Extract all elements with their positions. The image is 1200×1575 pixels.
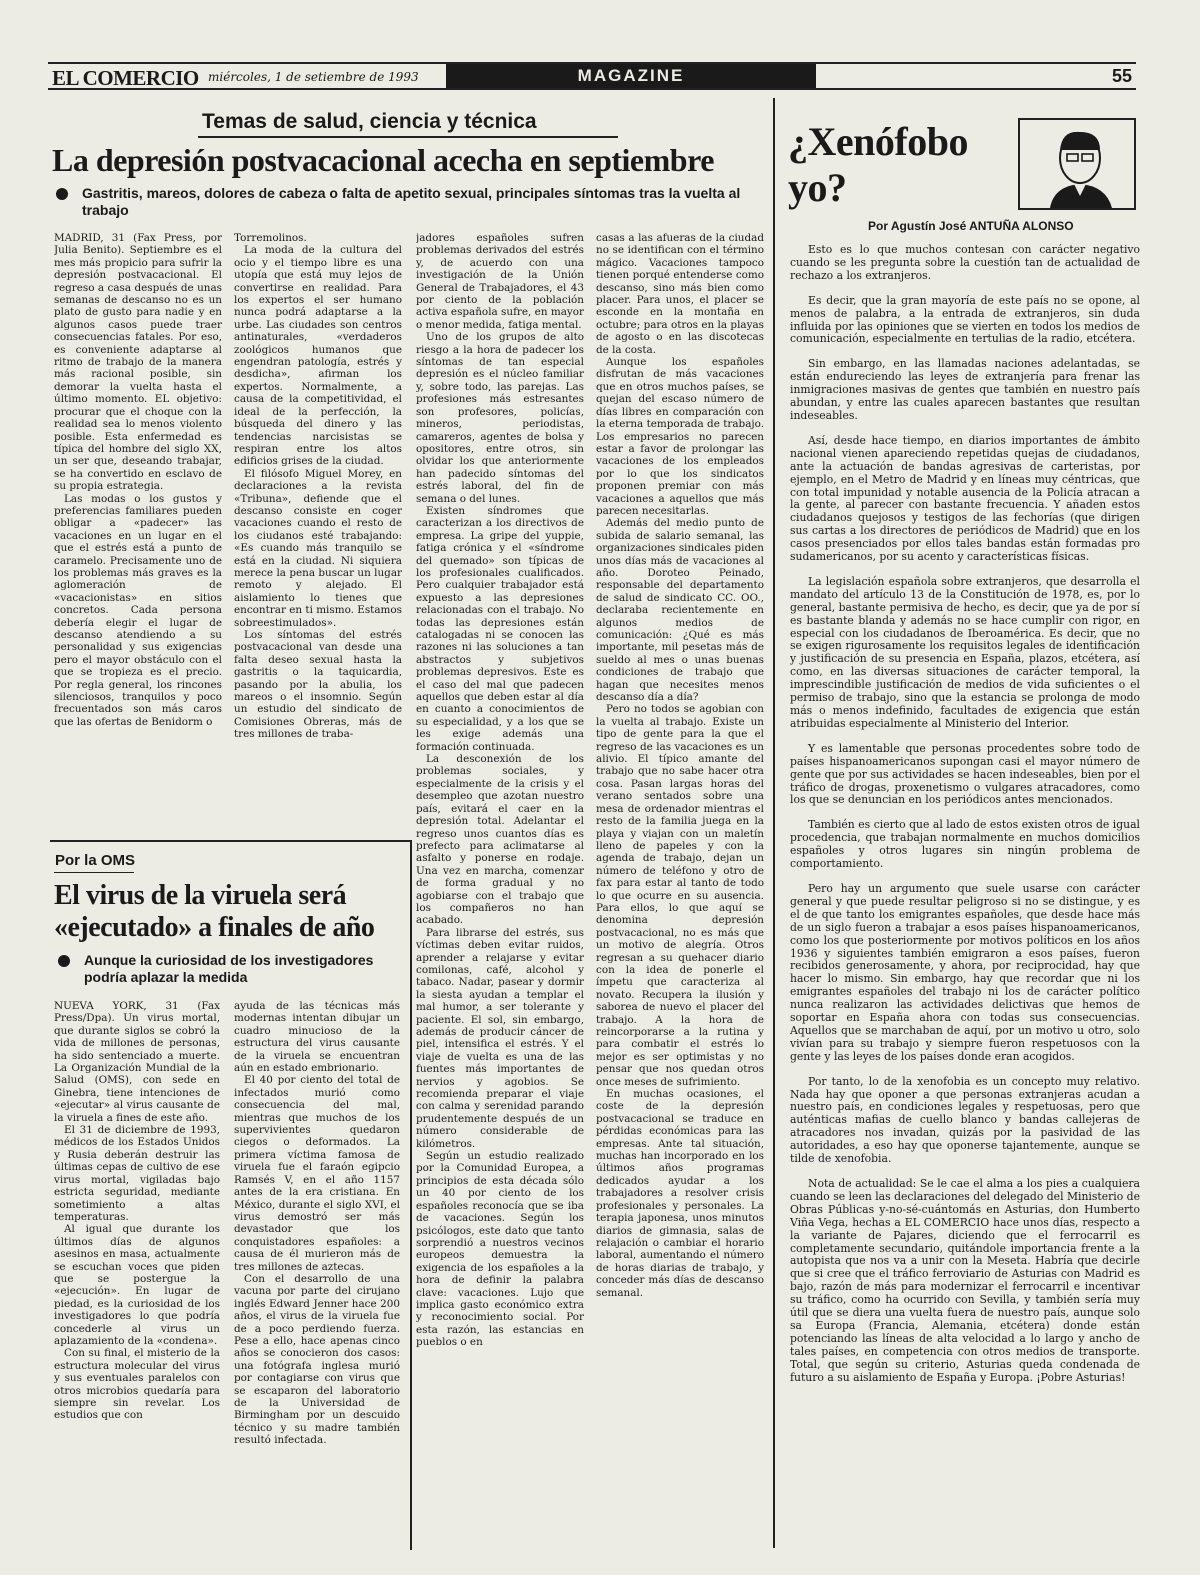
bullet-icon	[56, 188, 68, 200]
paragraph: Uno de los grupos de alto riesgo a la hora de padecer los síntomas de tan especial depresión es el núcleo familiar y, sobre todo, las parejas. Las profesiones más estresantes son profesores, policías, mineros, periodistas, camareros, agentes de bolsa y opositores, entre otros, sin olvidar los que anteriormente han padecido síntomas del estrés laboral, del fin de semana o del lunes.	[416, 331, 584, 505]
article3-byline	[868, 219, 1074, 233]
paragraph: También es cierto que al lado de estos existen otros de igual procedencia, que trabajan normalmente en muchos domicilios españoles y otros lugares sin ningún problema de comportamiento.	[790, 818, 1140, 871]
kicker-underline	[54, 872, 134, 873]
article1-kicker: Temas de salud, ciencia y técnica	[202, 110, 537, 133]
article1-deck	[56, 185, 756, 219]
paragraph: Para librarse del estrés, sus víctimas deben evitar ruidos, aprender a relajarse y evitar comilonas, café, alcohol y tabaco. Nadar, pasear y dormir la siesta ayudan a templar el mal humor, a ser tolerante y paciente. El sol, sin embargo, además de producir cáncer de piel, intensifica el estrés. Y el viaje de vuelta es una de las fuentes más importantes de nervios y agobios. Se recomienda preparar el viaje con calma y serenidad parando prudentemente después de un número considerable de kilómetros.	[416, 926, 584, 1150]
paragraph: NUEVA YORK, 31 (Fax Press/Dpa). Un virus mortal, que durante siglos se cobró la vida de millones de personas, ha sido sentenciado a muerte. La Organización Mundial de la Salud (OMS), con sede en Ginebra, tiene intenciones de «ejecutar» al virus causante de la viruela a fines de este año.	[54, 1000, 220, 1124]
article2-deck	[58, 952, 398, 986]
article2-kicker: Por la OMS	[55, 852, 136, 869]
paragraph: Torremolinos.	[234, 232, 307, 244]
article1-deck-text: Gastritis, mareos, dolores de cabeza o falta de apetito sexual, principales síntomas tras la vuelta al trabajo	[82, 185, 741, 218]
paragraph: Es decir, que la gran mayoría de este país no se opone, al menos de palabra, a la entrada de extranjeros, sin duda influida por las opiniones que se vierten en todos los medios de comunicación, especialmente en tertulias de la radio, etcétera.	[790, 293, 1140, 346]
article1-column-2	[234, 232, 402, 832]
article2-column-1	[54, 1000, 220, 1550]
paragraph: Sin embargo, en las llamadas naciones adelantadas, se están endureciendo las leyes de extranjería para frenar las inmigraciones masivas de gentes que también en nuestro país abundan, y entre las cuales aparecen bastantes que resultan indeseables.	[790, 357, 1140, 422]
paragraph: Al igual que durante los últimos días de algunos asesinos en masa, actualmente se escuchan voces que piden que se postergue la «ejecución». En lugar de piedad, es la curiosidad de los investigadores lo que podría concederle al virus un aplazamiento de la «condena».	[54, 1223, 220, 1347]
paragraph: Por tanto, lo de la xenofobia es un concepto muy relativo. Nada hay que oponer a que personas extranjeras acudan a nuestro país, en condiciones legales y respetuosas, pero que auténticas mafias de cuello blanco y bandas callejeras de atracadores nos invadan, quizás por la pasividad de las autoridades, a eso hay que oponerse tajantemente, aunque se tilde de xenofobia.	[790, 1074, 1140, 1166]
paragraph: Aunque los españoles disfrutan de más vacaciones que en otros muchos países, se quejan del escaso número de días libres en comparación con la eterna temporada de trabajo. Los empresarios no parecen estar a favor de prolongar las vacaciones de los empleados por lo que los sindicatos proponen premiar con más vacaciones a aquellos que más parecen necesitarlas.	[596, 356, 764, 517]
byline-name: ANTUÑA ALONSO	[969, 219, 1074, 233]
paragraph: Y es lamentable que personas procedentes sobre todo de países hispanoamericanos supongan casi el mayor número de gente que por sus actividades se hacen indeseables, bien por el tráfico de drogas, proxenetismo o vulgares atracadores, como los que se denuncian en los periódicos antes mencionados.	[790, 741, 1140, 807]
page-number: 55	[1111, 66, 1132, 86]
article2-headline-line1: El virus de la viruela será	[54, 880, 347, 911]
paragraph: La desconexión de los problemas sociales, y especialmente de la crisis y el desempleo que azotan nuestro país, evitará el caer en la depresión total. Adelantar el regreso unos cuantos días es prefecto para aclimatarse al asfalto y ponerse en rodaje. Una vez en marcha, comenzar de forma gradual y no agobiarse con el trabajo que los compañeros no han acabado.	[416, 753, 584, 927]
article1-column-3	[416, 232, 584, 1550]
paragraph: Esto es lo que muchos contesan con carácter negativo cuando se les pregunta sobre la cuestión tan de actualidad de rechazo a los extranjeros.	[790, 244, 1140, 282]
column-divider	[773, 98, 775, 1548]
article1-column-4	[596, 232, 764, 1550]
article2-headline-line2: «ejecutado» a finales de año	[54, 912, 375, 943]
article3-headline-line1: ¿Xenófobo	[788, 119, 968, 164]
byline-prefix: Por Agustín José	[868, 219, 967, 233]
paragraph: MADRID, 31 (Fax Press, por Julia Benito). Septiembre es el mes más propicio para sufrir la depresión postvacacional. El regreso a casa después de unas semanas de descanso no es un plato de gusto para nadie y en algunos casos puede traer consecuencias fatales. Por eso, es conveniente adaptarse al ritmo de trabajo de la manera más racional posible, sin demorar la vuelta hasta el último momento. EL objetivo: procurar que el choque con la realidad sea lo menos violento posible. Esta enfermedad es típica del hombre del siglo XX, un ser que, deseando trabajar, se ha convertido en esclavo de su propia estrategia.	[54, 232, 222, 493]
article3-headline-line2: yo?	[788, 165, 847, 210]
masthead	[48, 62, 1136, 90]
paragraph: Pero no todos se agobian con la vuelta al trabajo. Existe un tipo de gente para la que el regreso de las vacaciones es un alivio. El típico amante del trabajo que no sabe hacer otra cosa. Pasan largas horas del verano sentados sobre una mesa de ordenador mientras el resto de la familia juega en la playa y viajan con un maletín lleno de papeles y con la agenda de trabajo, dejan un número de teléfono y otro de fax para estar al tanto de todo lo que ocurre en su ausencia. Para ellos, lo que aquí se denomina depresión postvacacional, no es más que un motivo de alegría. Otros regresan a su quehacer diario con la idea de ponerle el ímpetu que caracteriza al novato. Recupera la ilusión y saborea de nuevo el placer del trabajo. A la hora de reincorporarse a la rutina y para combatir el estrés lo mejor es ser optimistas y no pensar que nos quedan otros once meses de sufrimiento.	[596, 703, 764, 1088]
paragraph: La moda de la cultura del ocio y el tiempo libre es una utopía que está muy lejos de convertirse en realidad. Para los expertos el ser humano nunca podrá adaptarse a la urbe. Las ciudades son centros antinaturales, «verdaderos zoológicos humanos que engendran patología, estrés y desdicha», afirman los expertos. Normalmente, a causa de la competitividad, el ideal de la perfección, la búsqueda del dinero y las tendencias narcisistas se respiran entre los altos edificios grises de la ciudad.	[234, 244, 402, 468]
author-portrait-icon	[1018, 118, 1136, 210]
bullet-icon	[58, 955, 70, 967]
paragraph: La legislación española sobre extranjeros, que desarrolla el mandato del artículo 13 de la Constitución de 1978, es, por lo general, bastante permisiva de hecho, es decir, que ya de por sí es bastante blanda y además no se hace cumplir con rigor, en especial con los ciudadanos de Iberoamérica. Es decir, que no se exigen rigurosamente los requisitos legales de identificación y justificación de su presencia en España, plazos, etcétera, así como, en las diversas situaciones de carácter temporal, la imprescindible justificación de medios de vida suficientes o el permiso de trabajo, sino que la estancia se prolonga de modo más o menos indefinido, facultades de exigencia que están atribuidas especialmente al Ministerio del Interior.	[790, 574, 1140, 730]
paragraph: El 31 de diciembre de 1993, médicos de los Estados Unidos y Rusia deberán destruir las últimas cepas de cultivo de ese virus mortal, vigiladas bajo estricta seguridad, mediante sometimiento a altas temperaturas.	[54, 1124, 220, 1223]
paragraph: Las modas o los gustos y preferencias familiares pueden obligar a «padecer» las vacaciones en un lugar en el que el estrés está a punto de caramelo. Precisamente uno de los problemas más graves es la aglomeración de «vacacionistas» en sitios concretos. Cada persona debería elegir el lugar de descanso atendiendo a su personalidad y sus exigencias pero el mayor obstáculo con el que se tropieza es el precio. Por regla general, los rincones silenciosos, tranquilos y poco frecuentados son más caros que las ofertas de Benidorm o	[54, 492, 222, 728]
article3-body	[790, 244, 1140, 1549]
paragraph: Con el desarrollo de una vacuna por parte del cirujano inglés Edward Jenner hace 200 años, el virus de la viruela fue de a poco perdiendo fuerza. Pese a ello, hace apenas cinco años se conocieron dos casos: una fotógrafa inglesa murió por contagiarse con virus que se escaparon del laboratorio de la Universidad de Birmingham por un descuido técnico y su madre también resultó infectada.	[234, 1272, 400, 1447]
paragraph: Así, desde hace tiempo, en diarios importantes de ámbito nacional vienen apareciendo repetidas quejas de ciudadanos, ante la actuación de bandas agresivas de carteristas, por ejemplo, en el Metro de Madrid y en líneas muy céntricas, que con total impunidad y notable ausencia de la Policía atracan a la gente, al parecer con bastante frecuencia. Y añaden estos ciudadanos quejosos y testigos de las fechorías (que dirigen sus cartas a los directores de periódicos de Madrid) que en los casos presenciados por ellos tales bandas están formadas pro sudamericanos, por su acento y características físicas.	[790, 433, 1140, 564]
paragraph: En muchas ocasiones, el coste de la depresión postvacacional se traduce en pérdidas económicas para las empresas. Ante tal situación, muchas han incorporado en los últimos años programas dedicados ayudar a los trabajadores a resolver crisis profesionales y personales. La terapia japonesa, unos minutos diarios de gimnasia, salas de relajación o cambiar el horario laboral, aumentando el número de horas diarias de trabajo, y conceder más días de descanso semanal.	[596, 1088, 764, 1299]
paragraph: El filósofo Miguel Morey, en declaraciones a la revista «Tribuna», defiende que el descanso consiste en coger vacaciones cuando el resto de los ciudanos esté trabajando: «Es cuando más tranquilo se está en la ciudad. Ni siquiera merece la pena buscar un lugar remoto y alejado. El aislamiento lo tienes que encontrar en ti mismo. Estamos sobreestimulados».	[234, 467, 402, 629]
article2-deck-text: Aunque la curiosidad de los investigadores podría aplazar la medida	[84, 952, 374, 985]
paragraph: jadores españoles sufren problemas derivados del estrés y, de acuerdo con una investigación de la Unión General de Trabajadores, el 43 por ciento de la población activa española sufre, en mayor o menor medida, fatiga mental.	[416, 232, 584, 331]
paragraph: Según un estudio realizado por la Comunidad Europea, a principios de esta década sólo un 40 por ciento de los españoles reconocía que se iba de vacaciones. Según los psicólogos, este dato que tanto sorprendió a nuestros vecinos europeos demuestra la exigencia de los españoles a la hora de definir la palabra clave: vacaciones. Lujo que implica gasto económico extra y reconocimiento social. Por esta razón, las estancias en pueblos o en	[416, 1150, 584, 1349]
paragraph: Los síntomas del estrés postvacacional van desde una falta deseo sexual hasta la gastritis o la taquicardia, pasando por la abulia, los mareos o el insomnio. Según un estudio del sindicato de Comisiones Obreras, más de tres millones de traba-	[234, 629, 402, 741]
kicker-underline	[198, 136, 618, 138]
article2-side-rule	[410, 840, 412, 1550]
paragraph: El 40 por ciento del total de infectados murió como consecuencia del mal, mientras que muchos de los supervivientes quedaron ciegos o deformados. La primera víctima famosa de viruela fue el faraón egipcio Ramsés V, en el año 1157 antes de la era cristiana. En México, durante el siglo XVI, el virus demostró ser más devastador que los conquistadores españoles: a causa de él murieron más de tres millones de aztecas.	[234, 1074, 400, 1273]
paragraph: casas a las afueras de la ciudad no se identifican con el término mágico. Vacaciones tampoco tienen porqué entenderse como descanso, sino más bien como placer. Para unos, el placer se esconde en la montaña en octubre; para otros en la playas de agosto o en las discotecas de la costa.	[596, 232, 764, 356]
paragraph: Pero hay un argumento que suele usarse con carácter general y que puede resultar peligroso si no se distingue, y es el de que tanto los emigrantes españoles, que desde hace más de un siglo fueron a trabajar a esos países hispanoamericanos, como los que posteriormente por motivos políticos en los años 1936 y siguientes también emigraron a esos países, fueron recibidos generosamente, y ahora, por reciprocidad, hay que hacer lo mismo. Sin embargo, hay que recordar que ni los emigrantes españoles del trabajo ni los de carácter político nunca realizaron las actividades delictivas que hemos de soportar en España ahora con todas sus consecuencias. Aquellos que se marchaban de aquí, por un motivo u otro, solo vivían para su trabajo y siempre fueron respetuosos con la gente y las leyes de los países donde eran acogidos.	[790, 881, 1140, 1063]
publication-date: miércoles, 1 de setiembre de 1993	[208, 70, 419, 84]
article1-headline: La depresión postvacacional acecha en septiembre	[52, 142, 714, 178]
paragraph: Además del medio punto de subida de salario semanal, las organizaciones sindicales piden unos días más de vacaciones al año. Doroteo Peinado, responsable del departamento de salud de sindicato CC. OO., declaraba recientemente en algunos medios de comunicación: ¿Qué es más importante, mil pesetas más de sueldo al mes o unas buenas condiciones de trabajo que hagan que necesites menos descanso día a día?	[596, 517, 764, 704]
paragraph: Con su final, el misterio de la estructura molecular del virus y sus eventuales paralelos con otros microbios quedaría para siempre sin revelar. Los estudios que con	[54, 1347, 220, 1422]
article2-column-2	[234, 1000, 400, 1550]
paragraph: Nota de actualidad: Se le cae el alma a los pies a cualquiera cuando se leen las declaraciones del delegado del Ministerio de Obras Públicas y-no-sé-cuántomás en Asturias, don Humberto Viña Vega, hechas a EL COMERCIO hace unos días, respecto a la variante de Pajares, diciendo que el ferrocarril es completamente secundario, quitándole importancia frente a la autopista que nos va a unir con la Meseta. Habría que decirle que si cree que el tráfico ferroviario de Asturias con Madrid es bajo, razón de más para modernizar el ferrocarril e incentivar su tráfico, como ha ocurrido con Sevilla, y también sería muy útil que se diera una vuelta fuera de nuestro país, aunque solo sa Europa (Francia, Alemania, etcétera) donde están potenciando las líneas de alta velocidad a lo largo y ancho de tales países, en competencia con otros medios de transporte. Total, que según su criterio, Asturias queda condenada de futuro a su aislamiento de España y Europa. ¡Pobre Asturias!	[790, 1177, 1140, 1384]
article1-column-1	[54, 232, 222, 832]
article2-top-rule	[50, 840, 412, 842]
paragraph: Existen síndromes que caracterizan a los directivos de empresa. La gripe del yuppie, fatiga crónica y el «síndrome del quemado» son típicas de los profesionales cualificados. Pero cualquier trabajador está expuesto a las depresiones relacionadas con el trabajo. No todas las depresiones están catalogadas ni se conocen las razones ni las soluciones a tan abstractos y subjetivos problemas depresivos. Este es el caso del mal que padecen aquellos que deben estar al día en cuanto a conocimientos de su especialidad, y a los que se les exige además una formación continuada.	[416, 504, 584, 753]
paragraph: ayuda de las técnicas más modernas intentan dibujar un cuadro minucioso de la estructura del virus causante de la viruela se encuentran aún en estado embrionario.	[234, 1000, 400, 1075]
section-label: MAGAZINE	[446, 64, 816, 88]
paper-name: EL COMERCIO	[52, 66, 199, 90]
